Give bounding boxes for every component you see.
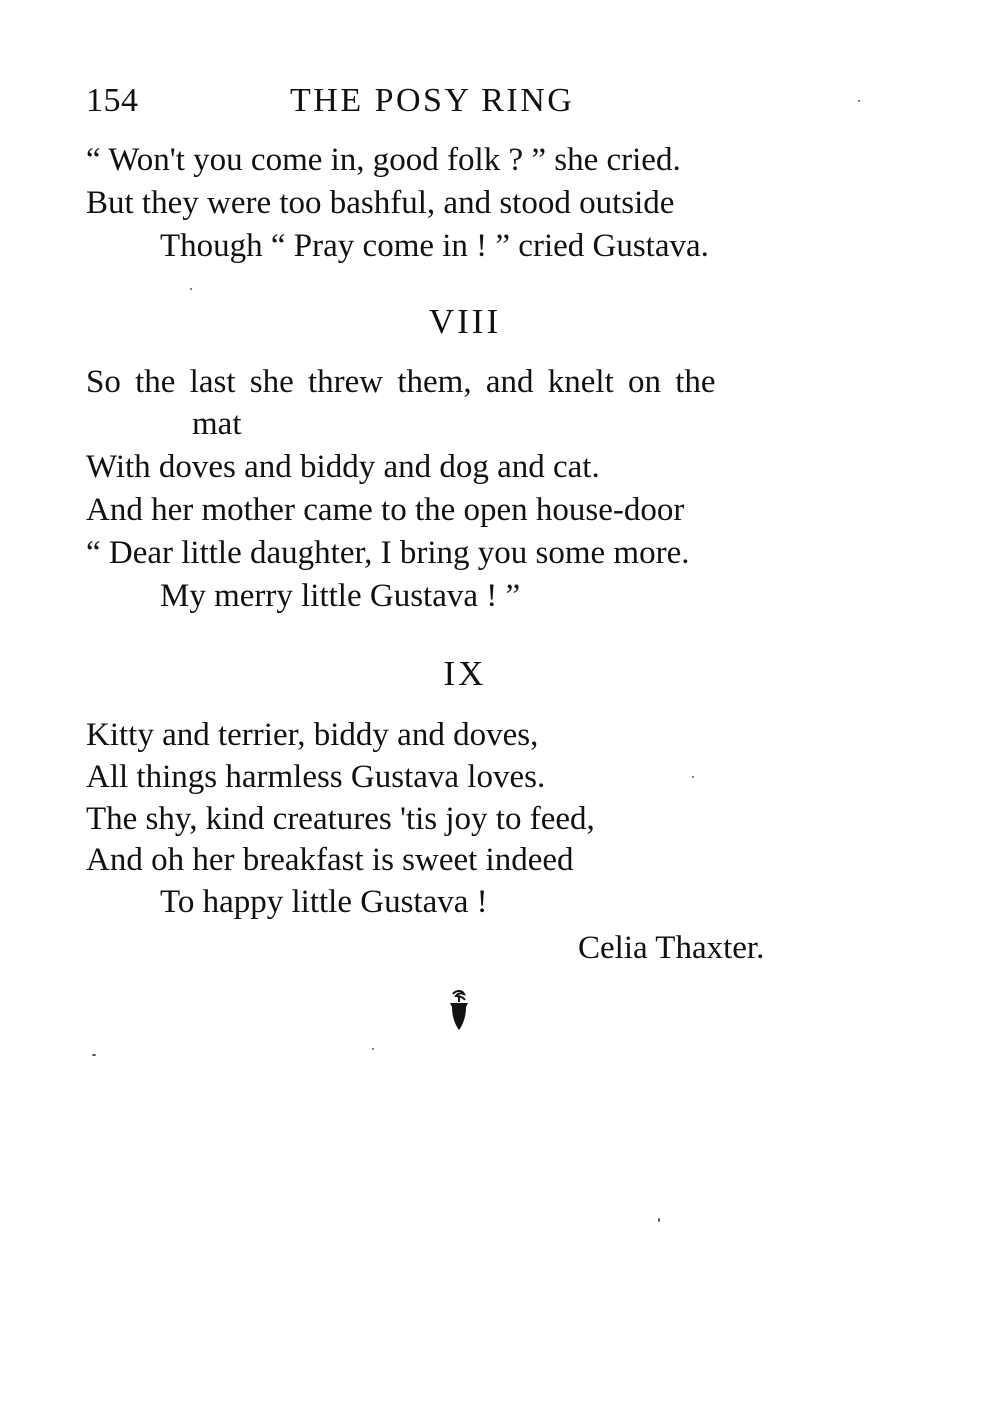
page-number: 154	[86, 82, 139, 119]
running-title: THE POSY RING	[290, 82, 575, 119]
scan-speck	[190, 288, 192, 290]
poem-line: But they were too bashful, and stood outside	[86, 185, 675, 221]
poem-line: All things harmless Gustava loves.	[86, 759, 546, 795]
poem-line: The shy, kind creatures 'tis joy to feed,	[86, 801, 595, 837]
acorn-ornament-icon	[444, 988, 474, 1034]
poem-line: And her mother came to the open house-door	[86, 492, 685, 528]
author-attribution: Celia Thaxter.	[578, 930, 765, 966]
poem-line: And oh her breakfast is sweet indeed	[86, 842, 574, 878]
poem-line: Though “ Pray come in ! ” cried Gustava.	[160, 228, 709, 264]
poem-line: With doves and biddy and dog and cat.	[86, 449, 600, 485]
poem-line: “ Dear little daughter, I bring you some more.	[86, 535, 690, 571]
poem-line: Kitty and terrier, biddy and doves,	[86, 717, 539, 753]
scan-speck	[372, 1048, 374, 1050]
poem-line: So the last she threw them, and knelt on the	[86, 364, 716, 400]
poem-line: mat	[192, 406, 242, 442]
poem-line: To happy little Gustava !	[160, 884, 488, 920]
scan-speck	[658, 1218, 660, 1222]
page-header	[86, 82, 846, 126]
section-heading: VIII	[428, 302, 502, 341]
scan-speck	[92, 1054, 96, 1056]
poem-line: My merry little Gustava ! ”	[160, 578, 521, 614]
poem-line: “ Won't you come in, good folk ? ” she cried.	[86, 142, 681, 178]
section-heading: IX	[443, 654, 487, 693]
scan-speck	[858, 100, 860, 102]
scan-speck	[692, 776, 694, 778]
